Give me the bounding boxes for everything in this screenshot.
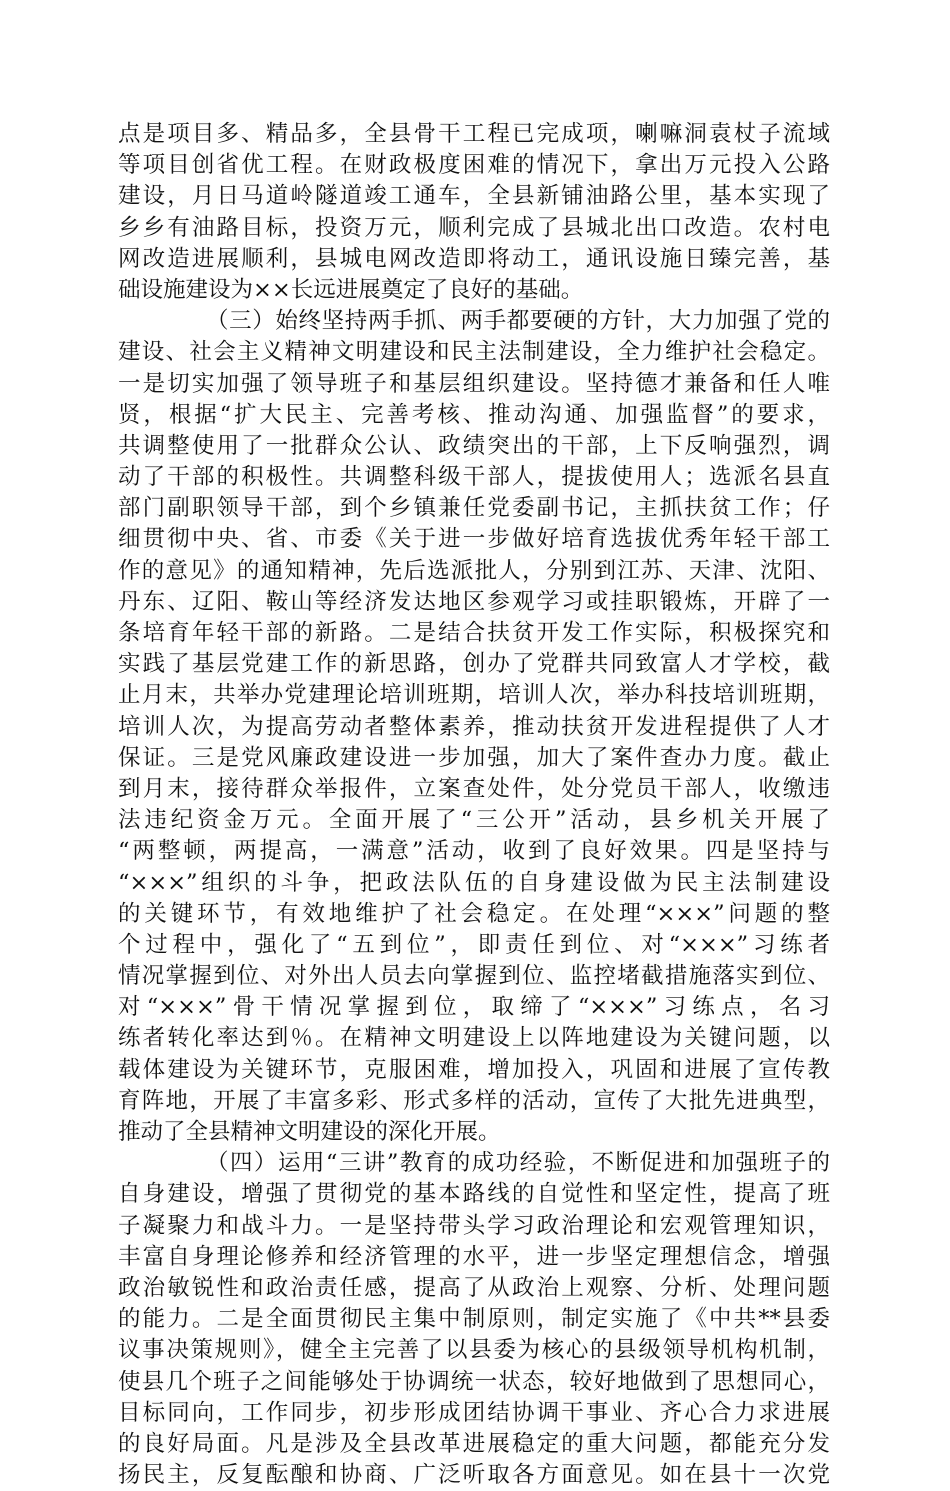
text-line: 点是项目多、精品多，全县骨干工程已完成项，喇嘛洞袁杖子流域	[118, 121, 830, 147]
text-line: “两整顿，两提高，一满意”活动，收到了良好效果。四是坚持与	[118, 838, 830, 865]
text-line: 网改造进展顺利，县城电网改造即将动工，通讯设施日臻完善，基	[118, 245, 830, 272]
text-line: 建设，月日马道岭隧道竣工通车，全县新铺油路公里，基本实现了	[118, 183, 830, 210]
text-line: 使县几个班子之间能够处于协调统一状态，较好地做到了思想同心，	[118, 1368, 830, 1395]
text-line: 一是切实加强了领导班子和基层组织建设。坚持德才兼备和任人唯	[118, 370, 830, 397]
text-line: 政治敏锐性和政治责任感，提高了从政治上观察、分析、处理问题	[118, 1274, 830, 1301]
text-line: 推动了全县精神文明建设的深化开展。	[118, 1119, 501, 1145]
text-line: 议事决策规则》，健全主完善了以县委为核心的县级领导机构机制，	[118, 1337, 830, 1364]
text-line: 对“×××”骨干情况掌握到位，取缔了“×××”习练点，名习	[118, 994, 830, 1021]
text-line: 法违纪资金万元。全面开展了“三公开”活动，县乡机关开展了	[118, 807, 830, 834]
document-body	[118, 119, 830, 1491]
text-line: 扬民主，反复酝酿和协商、广泛听取各方面意见。如在县十一次党	[118, 1462, 830, 1489]
text-line: 丰富自身理论修养和经济管理的水平，进一步坚定理想信念，增强	[118, 1243, 830, 1270]
text-line: 育阵地，开展了丰富多彩、形式多样的活动，宣传了大批先进典型，	[118, 1087, 830, 1114]
text-line: 保证。三是党风廉政建设进一步加强，加大了案件查办力度。截止	[118, 744, 830, 771]
text-line: 的关键环节，有效地维护了社会稳定。在处理“×××”问题的整	[118, 900, 830, 927]
text-line: 共调整使用了一批群众公认、政绩突出的干部，上下反响强烈，调	[118, 432, 830, 459]
text-line: 的良好局面。凡是涉及全县改革进展稳定的重大问题，都能充分发	[118, 1430, 830, 1457]
text-line: 贤，根据“扩大民主、完善考核、推动沟通、加强监督”的要求，	[118, 401, 830, 428]
text-line: 实践了基层党建工作的新思路，创办了党群共同致富人才学校，截	[118, 651, 830, 678]
text-line: 部门副职领导干部，到个乡镇兼任党委副书记，主抓扶贫工作；仔	[118, 495, 830, 522]
text-line: 作的意见》的通知精神，先后选派批人，分别到江苏、天津、沈阳、	[118, 557, 830, 584]
text-line: 自身建设，增强了贯彻党的基本路线的自觉性和坚定性，提高了班	[118, 1181, 830, 1208]
text-line: 动了干部的积极性。共调整科级干部人，提拔使用人；选派名县直	[118, 464, 830, 491]
text-line: 等项目创省优工程。在财政极度困难的情况下，拿出万元投入公路	[118, 152, 830, 179]
text-line: 乡乡有油路目标，投资万元，顺利完成了县城北出口改造。农村电	[118, 214, 830, 241]
text-line: 丹东、辽阳、鞍山等经济发达地区参观学习或挂职锻炼，开辟了一	[118, 588, 830, 615]
text-line: 目标同向，工作同步，初步形成团结协调干事业、齐心合力求进展	[118, 1399, 830, 1426]
section-heading-line: （四）运用“三讲”教育的成功经验，不断促进和加强班子的	[206, 1150, 830, 1177]
text-line: 子凝聚力和战斗力。一是坚持带头学习政治理论和宏观管理知识，	[118, 1212, 830, 1239]
text-line: 载体建设为关键环节，克服困难，增加投入，巩固和进展了宣传教	[118, 1056, 830, 1083]
text-line: 情况掌握到位、对外出人员去向掌握到位、监控堵截措施落实到位、	[118, 963, 830, 990]
text-line: 的能力。二是全面贯彻民主集中制原则，制定实施了《中共**县委	[118, 1306, 830, 1333]
text-line: 建设、社会主义精神文明建设和民主法制建设，全力维护社会稳定。	[118, 339, 830, 366]
text-line: 培训人次，为提高劳动者整体素养，推动扶贫开发进程提供了人才	[118, 713, 830, 740]
text-line: 础设施建设为××长远进展奠定了良好的基础。	[118, 276, 584, 303]
text-line: 条培育年轻干部的新路。二是结合扶贫开发工作实际，积极探究和	[118, 620, 830, 646]
text-line: 到月末，接待群众举报件，立案查处件，处分党员干部人，收缴违	[118, 775, 830, 802]
section-heading-line: （三）始终坚持两手抓、两手都要硬的方针，大力加强了党的	[206, 308, 830, 335]
text-line: 个过程中，强化了“五到位”，即责任到位、对“×××”习练者	[118, 931, 830, 958]
text-line: 练者转化率达到％。在精神文明建设上以阵地建设为关键问题，以	[118, 1025, 830, 1052]
text-line: 细贯彻中央、省、市委《关于进一步做好培育选拔优秀年轻干部工	[118, 526, 830, 553]
text-line: 止月末，共举办党建理论培训班期，培训人次，举办科技培训班期，	[118, 682, 830, 709]
text-line: “×××”组织的斗争，把政法队伍的自身建设做为民主法制建设	[118, 869, 830, 896]
